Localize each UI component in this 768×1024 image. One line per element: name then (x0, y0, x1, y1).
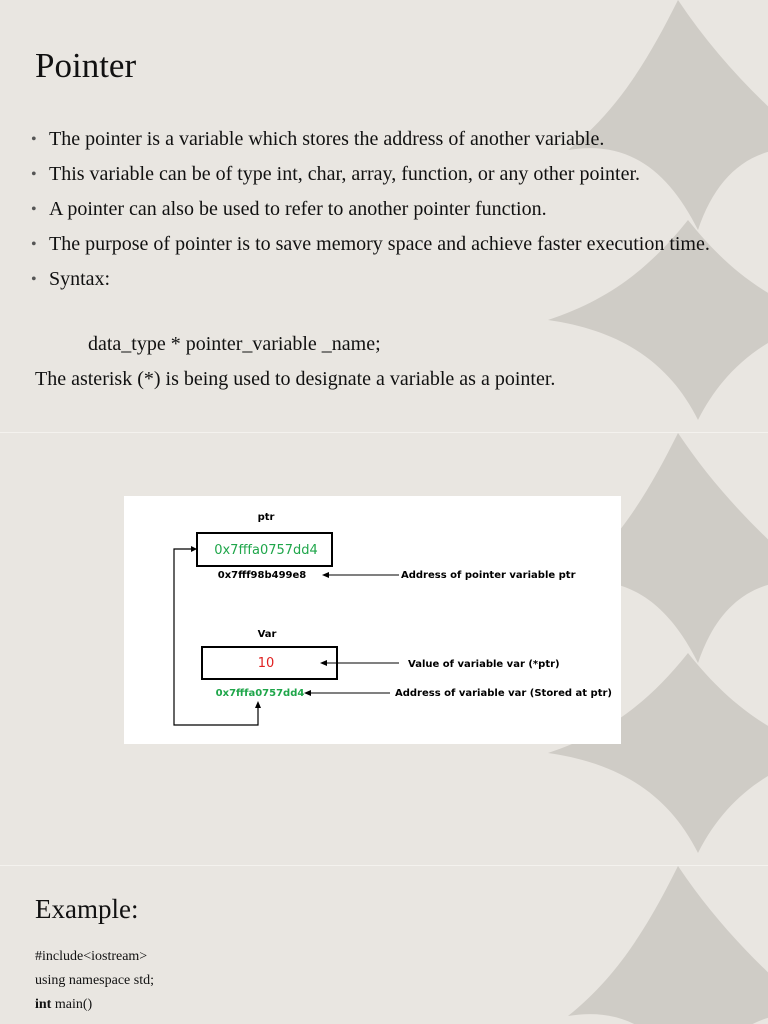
bullet-text: A pointer can also be used to refer to another pointer function. (49, 198, 547, 220)
bullet-text: Syntax: (49, 268, 111, 290)
var-value: 10 (257, 656, 275, 671)
pointer-diagram (124, 496, 621, 744)
bullet-dot-icon: • (31, 166, 37, 183)
arrow-head-icon (322, 572, 329, 578)
bullet-list (31, 126, 733, 301)
arrow-head-icon (255, 701, 261, 708)
bullet-dot-icon: • (31, 271, 37, 288)
bullet-item (31, 161, 733, 188)
arrow-head-icon (304, 690, 311, 696)
bullet-text: The purpose of pointer is to save memory space and achieve faster execution time. (49, 233, 710, 255)
bullet-item (31, 231, 733, 258)
asterisk-note: The asterisk (*) is being used to designate a variable as a pointer. (35, 368, 556, 390)
pointer-diagram-svg (124, 496, 621, 744)
slide-pointer (0, 0, 768, 432)
bullet-dot-icon: • (31, 131, 37, 148)
bullet-dot-icon: • (31, 236, 37, 253)
ptr-address: 0x7fff98b499e8 (217, 570, 307, 581)
var-label: Var (257, 629, 277, 640)
slide-example (0, 866, 768, 1024)
code-line: #include<iostream> (35, 949, 148, 964)
code-keyword: int (35, 997, 52, 1012)
bullet-item (31, 196, 733, 223)
bullet-item (31, 266, 733, 293)
slide-title: Pointer (35, 46, 137, 85)
code-line: using namespace std; (35, 973, 154, 988)
bullet-item (31, 126, 733, 153)
bullet-dot-icon: • (31, 201, 37, 218)
ptr-label: ptr (257, 512, 275, 523)
bullet-text: The pointer is a variable which stores the address of another variable. (49, 128, 605, 150)
code-block (35, 945, 154, 1017)
var-address: 0x7fffa0757dd4 (215, 688, 305, 699)
bullet-text: This variable can be of type int, char, array, function, or any other pointer. (49, 163, 641, 185)
leaf-shadow-decoration (528, 866, 768, 1024)
code-line (35, 993, 154, 1017)
example-title: Example: (35, 894, 139, 924)
slide-pointer-diagram (0, 433, 768, 865)
syntax-example: data_type * pointer_variable _name; (88, 333, 381, 355)
var-value-description: Value of variable var (*ptr) (408, 659, 560, 670)
arrow-head-icon (320, 660, 327, 666)
ptr-value: 0x7fffa0757dd4 (214, 543, 318, 558)
var-address-description: Address of variable var (Stored at ptr) (395, 688, 612, 699)
ptr-address-description: Address of pointer variable ptr (401, 570, 576, 581)
code-text: main() (51, 997, 93, 1012)
